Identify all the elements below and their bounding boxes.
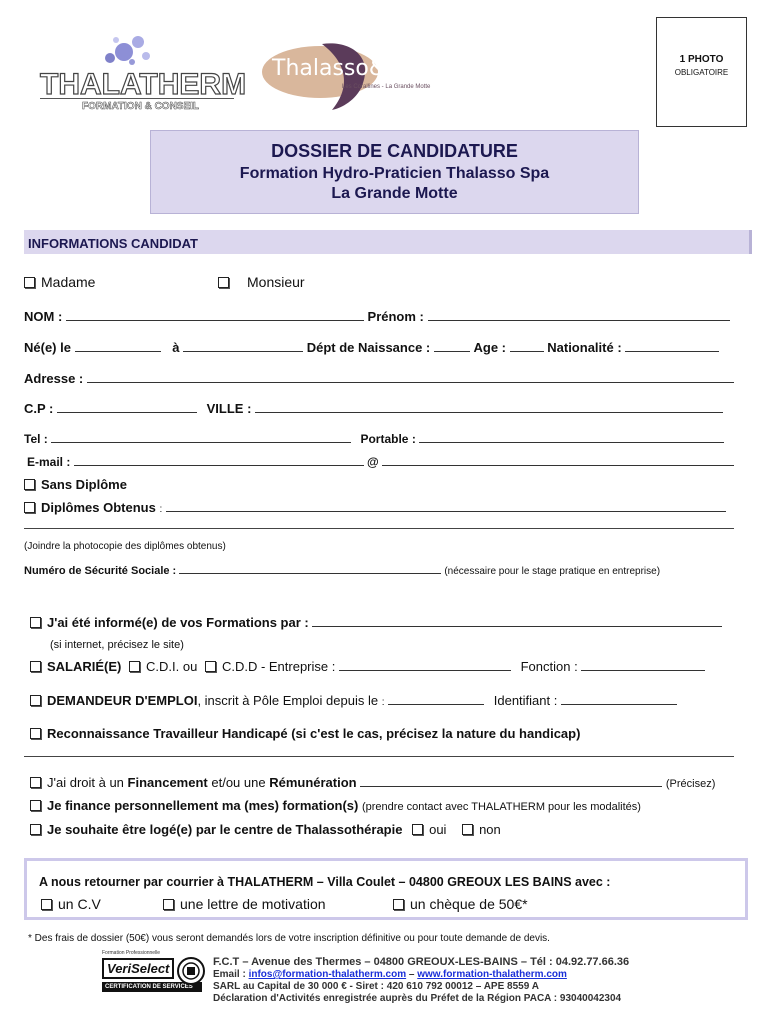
- logement-row: [30, 822, 734, 837]
- email-user-field[interactable]: [74, 454, 364, 466]
- portable-label: Portable :: [360, 432, 416, 446]
- thalasso-spa-name: Thalasso&Spa: [272, 56, 428, 81]
- prenom-field[interactable]: [428, 309, 730, 321]
- oui-label: oui: [429, 822, 447, 837]
- monsieur-checkbox[interactable]: [218, 277, 229, 288]
- financement-bold: Financement: [127, 775, 208, 790]
- handicap-row: [30, 726, 734, 741]
- page-title: DOSSIER DE CANDIDATURE: [271, 141, 518, 161]
- informe-note: (si internet, précisez le site): [50, 639, 184, 651]
- adresse-row: [24, 371, 734, 386]
- handicap-line[interactable]: [24, 756, 734, 757]
- finance-perso-row: [30, 798, 734, 813]
- oui-checkbox[interactable]: [412, 824, 423, 835]
- fonction-label: Fonction :: [520, 659, 578, 674]
- thalatherm-tagline: FORMATION & CONSEIL: [82, 101, 200, 112]
- footer-email-label: Email :: [213, 969, 246, 980]
- cv-label: un C.V: [58, 896, 101, 912]
- civility-row: [24, 274, 734, 290]
- fonction-field[interactable]: [581, 659, 705, 671]
- adresse-field[interactable]: [87, 371, 734, 383]
- photo-label: 1 PHOTO: [679, 54, 724, 65]
- salarie-label: SALARIÉ(E): [47, 659, 122, 674]
- email-label: E-mail :: [27, 455, 71, 469]
- ville-field[interactable]: [255, 401, 723, 413]
- date-naissance-field[interactable]: [75, 340, 161, 352]
- email-at: @: [367, 455, 379, 469]
- nom-row: [24, 309, 734, 324]
- informe-row: [30, 615, 734, 630]
- thalasso-spa-line: Les Corallines - La Grande Motte: [342, 84, 431, 90]
- finance-perso-note: (prendre contact avec THALATHERM pour les modalités): [361, 801, 641, 813]
- handicap-label: Reconnaissance Travailleur Handicapé (si c'est le cas, précisez la nature du handicap): [47, 726, 581, 741]
- send-items: [41, 896, 528, 912]
- cdd-checkbox[interactable]: [205, 661, 216, 672]
- naissance-row: [24, 340, 734, 355]
- entreprise-field[interactable]: [339, 659, 511, 671]
- salarie-checkbox[interactable]: [30, 661, 41, 672]
- portable-field[interactable]: [419, 431, 724, 443]
- secu-field[interactable]: [179, 562, 441, 574]
- email-domain-field[interactable]: [382, 454, 734, 466]
- informe-field[interactable]: [312, 615, 722, 627]
- tel-field[interactable]: [51, 431, 351, 443]
- nationalite-label: Nationalité :: [547, 340, 622, 355]
- footer-contact: [213, 969, 629, 981]
- nom-label: NOM :: [24, 309, 63, 324]
- adresse-label: Adresse :: [24, 371, 84, 386]
- bubbles-icon: [96, 28, 156, 68]
- location-title: La Grande Motte: [331, 185, 458, 202]
- title-box: [150, 130, 639, 214]
- formation-title: Formation Hydro-Praticien Thalasso Spa: [239, 165, 550, 182]
- handicap-checkbox[interactable]: [30, 728, 41, 739]
- finance-perso-label: Je finance personnellement ma (mes) formation(s): [47, 798, 359, 813]
- seal-icon: [176, 956, 206, 986]
- section-heading: [24, 230, 752, 254]
- cheque-label: un chèque de 50€*: [410, 896, 528, 912]
- diplomes-label: Diplômes Obtenus: [41, 500, 156, 515]
- cdi-label: C.D.I. ou: [146, 659, 198, 674]
- footer: [213, 956, 629, 1005]
- madame-checkbox[interactable]: [24, 277, 35, 288]
- age-label: Age :: [473, 340, 506, 355]
- secu-label: Numéro de Sécurité Sociale :: [24, 565, 177, 577]
- thalasso-spa-logo: [262, 36, 472, 114]
- demandeur-label: DEMANDEUR D'EMPLOI: [47, 693, 198, 708]
- prenom-label: Prénom :: [367, 309, 424, 324]
- footer-address: F.C.T – Avenue des Thermes – 04800 GREOUX-LES-BAINS – Tél : 04.92.77.66.36: [213, 956, 630, 968]
- lettre-checkbox[interactable]: [163, 899, 174, 910]
- lieu-naissance-field[interactable]: [183, 340, 303, 352]
- ville-label: VILLE :: [206, 401, 252, 416]
- certification-badge: [102, 950, 208, 1012]
- certif-top: Formation Professionnelle: [102, 950, 161, 956]
- veriselect-logo: VeriSelect: [102, 958, 174, 979]
- financement-row: [30, 775, 734, 790]
- financement-mid: et/ou une: [211, 775, 266, 790]
- logement-checkbox[interactable]: [30, 824, 41, 835]
- dept-field[interactable]: [434, 340, 470, 352]
- photo-required: OBLIGATOIRE: [674, 68, 729, 77]
- thalatherm-name: THALATHERM: [40, 68, 247, 101]
- salarie-row: [30, 659, 734, 674]
- diplomes-field[interactable]: [166, 500, 726, 512]
- age-field[interactable]: [510, 340, 544, 352]
- demandeur-colon: :: [381, 697, 385, 708]
- nom-field[interactable]: [66, 309, 364, 321]
- footer-sep: –: [408, 969, 415, 980]
- footer-declaration: Déclaration d'Activités enregistrée auprès du Préfet de la Région PACA : 93040042304: [213, 993, 622, 1004]
- email-row: [27, 454, 734, 469]
- footer-email-link[interactable]: infos@formation-thalatherm.com: [248, 969, 407, 980]
- madame-label: Madame: [41, 274, 96, 290]
- certif-bottom: CERTIFICATION DE SERVICES: [102, 982, 202, 992]
- send-box: [24, 858, 748, 920]
- cv-checkbox[interactable]: [41, 899, 52, 910]
- financement-field[interactable]: [360, 775, 662, 787]
- cp-field[interactable]: [57, 401, 197, 413]
- non-checkbox[interactable]: [462, 824, 473, 835]
- section-heading-text: INFORMATIONS CANDIDAT: [28, 236, 198, 251]
- identifiant-label: Identifiant :: [493, 693, 558, 708]
- monsieur-option: [218, 274, 305, 290]
- sans-diplome-label: Sans Diplôme: [41, 477, 127, 492]
- identifiant-field[interactable]: [561, 693, 677, 705]
- diplomes-colon: :: [159, 504, 163, 515]
- non-label: non: [479, 822, 501, 837]
- logement-label: Je souhaite être logé(e) par le centre de Thalassothérapie: [47, 822, 403, 837]
- tel-label: Tel :: [24, 432, 48, 446]
- diplomes-line-2[interactable]: [24, 528, 734, 529]
- informe-label: J'ai été informé(e) de vos Formations par :: [47, 615, 309, 630]
- demandeur-text: , inscrit à Pôle Emploi depuis le: [197, 693, 379, 708]
- financement-checkbox[interactable]: [30, 777, 41, 788]
- footer-website-link[interactable]: www.formation-thalatherm.com: [417, 969, 567, 980]
- finance-perso-checkbox[interactable]: [30, 800, 41, 811]
- informe-checkbox[interactable]: [30, 617, 41, 628]
- pole-emploi-date-field[interactable]: [388, 693, 484, 705]
- demandeur-checkbox[interactable]: [30, 695, 41, 706]
- lettre-label: une lettre de motivation: [180, 896, 326, 912]
- cdi-checkbox[interactable]: [129, 661, 140, 672]
- sans-diplome-row: [24, 477, 734, 492]
- dept-label: Dépt de Naissance :: [306, 340, 431, 355]
- diplomes-checkbox[interactable]: [24, 502, 35, 513]
- footer-legal: SARL au Capital de 30 000 € - Siret : 420 610 792 00012 – APE 8559 A: [213, 981, 539, 992]
- diplomes-row: [24, 500, 734, 515]
- nationalite-field[interactable]: [625, 340, 719, 352]
- send-text: A nous retourner par courrier à THALATHERM – Villa Coulet – 04800 GREOUX LES BAINS avec :: [39, 875, 611, 889]
- cp-ville-row: [24, 401, 734, 416]
- cheque-checkbox[interactable]: [393, 899, 404, 910]
- cp-label: C.P :: [24, 401, 54, 416]
- secu-row: [24, 562, 734, 577]
- sans-diplome-checkbox[interactable]: [24, 479, 35, 490]
- monsieur-label: Monsieur: [247, 274, 305, 290]
- tel-row: [24, 431, 734, 446]
- thalatherm-logo: [38, 28, 247, 116]
- diplomes-note: (Joindre la photocopie des diplômes obtenus): [24, 541, 226, 552]
- remuneration-bold: Rémunération: [269, 775, 357, 790]
- footnote: * Des frais de dossier (50€) vous seront demandés lors de votre inscription définitive ou pour toute demande de devis.: [28, 933, 550, 944]
- ne-le-label: Né(e) le: [24, 340, 71, 355]
- demandeur-row: [30, 693, 734, 708]
- photo-box: [656, 17, 747, 127]
- lieu-label: à: [172, 340, 180, 355]
- secu-note: (nécessaire pour le stage pratique en entreprise): [444, 566, 661, 577]
- financement-pre: J'ai droit à un: [47, 775, 124, 790]
- financement-post: (Précisez): [665, 778, 716, 790]
- cdd-label: C.D.D - Entreprise :: [221, 659, 336, 674]
